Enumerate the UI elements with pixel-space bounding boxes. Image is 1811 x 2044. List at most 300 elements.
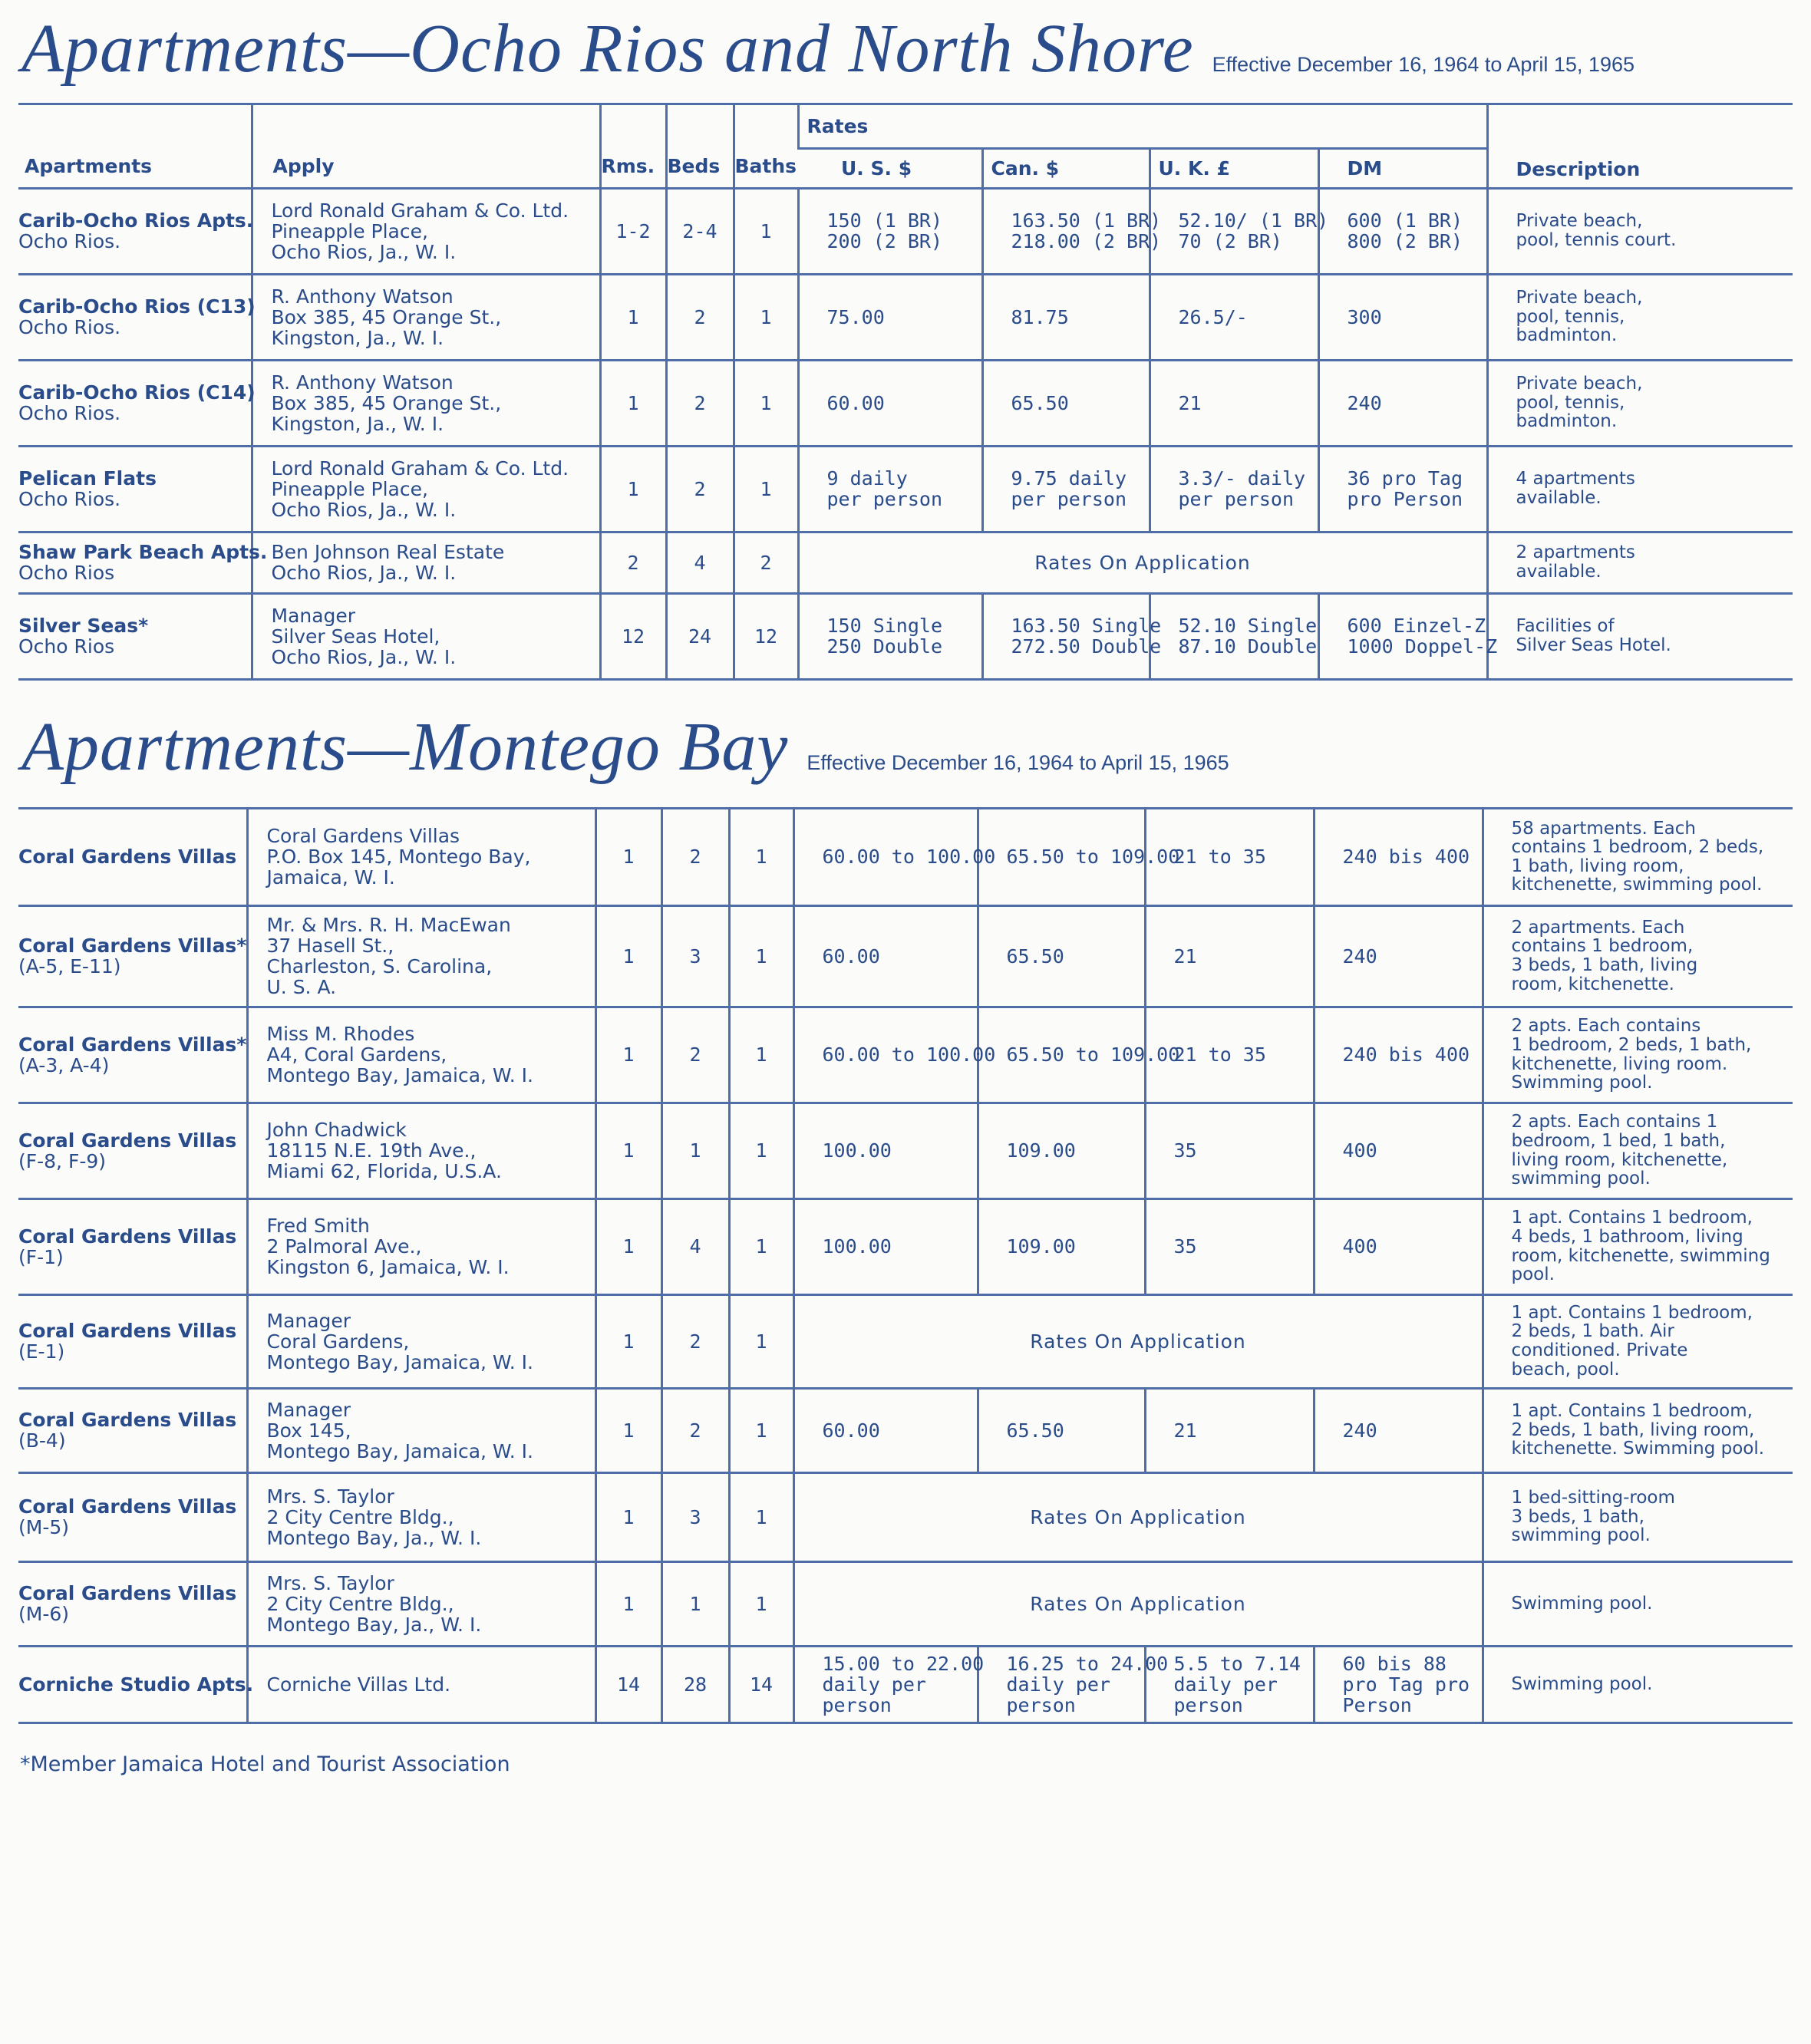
text-line: 240 bis 400 — [1342, 846, 1470, 869]
text-line: 35 — [1173, 1139, 1197, 1162]
beds-cell: 2 — [666, 360, 734, 446]
text-line: Person — [1342, 1693, 1412, 1716]
text-line: kitchenette, living room. — [1511, 1053, 1728, 1074]
baths-cell: 1 — [729, 1007, 793, 1103]
text-line: Corniche Villas Ltd. — [266, 1673, 451, 1696]
text-line: pool, tennis court. — [1516, 230, 1677, 250]
text-line: 2 Palmoral Ave., — [266, 1235, 422, 1258]
text-line: person — [1173, 1693, 1243, 1716]
section1-rows — [18, 188, 1793, 679]
dm-rate-cell — [1318, 274, 1487, 360]
description-cell — [1483, 1561, 1793, 1646]
dm-rate-cell — [1314, 1198, 1483, 1294]
table-row — [18, 905, 1793, 1007]
text-line: pro Tag pro — [1342, 1673, 1470, 1696]
text-line: Charleston, S. Carolina, — [266, 955, 493, 977]
text-line: Box 385, 45 Orange St., — [271, 391, 502, 414]
apartment-location: Ocho Rios — [18, 635, 115, 658]
apartment-cell — [18, 1561, 247, 1646]
text-line: 109.00 — [1006, 1235, 1076, 1258]
rms-cell: 1 — [595, 1294, 661, 1388]
text-line: pro Person — [1347, 488, 1463, 510]
text-line: person — [822, 1693, 892, 1716]
section2-rows — [18, 809, 1793, 1723]
apartment-location: Ocho Rios — [18, 562, 115, 584]
rms-cell: 1 — [595, 1388, 661, 1472]
footnote: *Member Jamaica Hotel and Tourist Association — [20, 1752, 510, 1776]
text-line: conditioned. Private — [1511, 1340, 1688, 1360]
beds-cell: 1 — [661, 1561, 729, 1646]
text-line: 37 Hasell St., — [266, 935, 394, 957]
text-line: U. S. A. — [266, 976, 337, 998]
description-cell — [1487, 593, 1793, 679]
text-line: beach, pool. — [1511, 1359, 1620, 1380]
rms-cell: 12 — [600, 593, 666, 679]
text-line: 400 — [1342, 1139, 1377, 1162]
text-line: 9.75 daily — [1011, 467, 1127, 490]
text-line: 300 — [1347, 305, 1382, 328]
section1-title: Apartments—Ocho Rios and North Shore — [21, 11, 1194, 87]
rms-cell: 1 — [600, 360, 666, 446]
apartment-location: Ocho Rios. — [18, 230, 121, 252]
apartment-cell — [18, 1198, 247, 1294]
apply-cell — [247, 1472, 595, 1561]
rates-on-application: Rates On Application — [793, 1294, 1483, 1388]
apply-cell — [247, 1561, 595, 1646]
can-rate-cell — [982, 360, 1150, 446]
text-line: 35 — [1173, 1235, 1197, 1258]
text-line: room, kitchenette. — [1511, 974, 1674, 994]
text-line: 1 bed-sitting-room — [1511, 1488, 1675, 1508]
dm-rate-cell — [1318, 188, 1487, 274]
text-line: 1 apt. Contains 1 bedroom, — [1511, 1302, 1753, 1323]
section2-table — [18, 809, 1793, 1724]
text-line: Mrs. S. Taylor — [266, 1571, 394, 1594]
text-line: Private beach, — [1516, 374, 1643, 394]
uk-rate-cell — [1145, 1103, 1314, 1198]
text-line: pool, tennis, — [1516, 392, 1625, 413]
table-row — [18, 1388, 1793, 1472]
uk-rate-cell — [1150, 360, 1318, 446]
dm-rate-cell — [1314, 809, 1483, 905]
baths-cell: 1 — [729, 1388, 793, 1472]
text-line: badminton. — [1516, 325, 1618, 346]
apartment-cell — [18, 905, 247, 1007]
text-line: 3 beds, 1 bath, — [1511, 1506, 1644, 1527]
apartment-cell — [18, 809, 247, 905]
text-line: Coral Gardens, — [266, 1330, 410, 1353]
text-line: 87.10 Double — [1178, 635, 1318, 658]
text-line: badminton. — [1516, 411, 1618, 432]
text-line: 36 pro Tag — [1347, 467, 1463, 490]
description-cell — [1483, 1198, 1793, 1294]
text-line: 60.00 — [822, 945, 880, 968]
apartment-cell — [18, 188, 252, 274]
rates-on-application: Rates On Application — [793, 1472, 1483, 1561]
rms-cell: 1 — [595, 1103, 661, 1198]
text-line: 600 (1 BR) — [1347, 209, 1463, 232]
header-apply: Apply — [252, 105, 600, 188]
text-line: Kingston, Ja., W. I. — [271, 326, 444, 349]
section1-header-row-1 — [18, 105, 1793, 148]
rms-cell: 1 — [595, 1198, 661, 1294]
text-line: living room, kitchenette, — [1511, 1149, 1728, 1170]
text-line: 100.00 — [822, 1139, 892, 1162]
text-line: 21 — [1178, 391, 1202, 414]
rms-cell: 1 — [595, 1561, 661, 1646]
text-line: 3 beds, 1 bath, living — [1511, 955, 1698, 975]
description-cell — [1487, 532, 1793, 593]
text-line: Mrs. S. Taylor — [266, 1485, 394, 1508]
table-row — [18, 1294, 1793, 1388]
text-line: 150 (1 BR) — [826, 209, 943, 232]
apply-cell — [252, 593, 600, 679]
text-line: Miss M. Rhodes — [266, 1023, 415, 1045]
text-line: 26.5/- — [1178, 305, 1248, 328]
header-apartments: Apartments — [18, 105, 252, 188]
apartment-location: (M-5) — [18, 1516, 70, 1538]
section2-effective-dates: Effective December 16, 1964 to April 15, 1965 — [807, 751, 1229, 774]
text-line: per person — [1178, 488, 1295, 510]
apply-cell — [247, 1388, 595, 1472]
beds-cell: 2 — [661, 809, 729, 905]
text-line: 1 apt. Contains 1 bedroom, — [1511, 1208, 1753, 1228]
table-row — [18, 1646, 1793, 1723]
apartment-cell — [18, 274, 256, 360]
text-line: Manager — [266, 1309, 351, 1332]
text-line: 4 apartments — [1516, 469, 1635, 490]
section1-effective-dates: Effective December 16, 1964 to April 15, 1965 — [1212, 53, 1635, 76]
uk-rate-cell — [1145, 1388, 1314, 1472]
description-cell — [1483, 809, 1793, 905]
apartment-name: Coral Gardens Villas — [18, 846, 237, 869]
beds-cell: 3 — [661, 1472, 729, 1561]
can-rate-cell — [978, 1388, 1145, 1472]
text-line: kitchenette, swimming pool. — [1511, 875, 1763, 895]
text-line: A4, Coral Gardens, — [266, 1043, 447, 1066]
description-cell — [1487, 274, 1793, 360]
text-line: 240 — [1342, 945, 1377, 968]
text-line: 52.10 Single — [1178, 615, 1318, 637]
text-line: Montego Bay, Jamaica, W. I. — [266, 1439, 533, 1462]
baths-cell: 1 — [729, 1294, 793, 1388]
rms-cell: 1 — [600, 446, 666, 532]
text-line: 21 — [1173, 945, 1197, 968]
text-line: 2 beds, 1 bath, living room, — [1511, 1419, 1755, 1440]
header-us-dollars: U. S. $ — [798, 148, 982, 188]
section2-heading — [21, 707, 1229, 786]
text-line: Kingston 6, Jamaica, W. I. — [266, 1256, 510, 1278]
rms-cell: 2 — [600, 532, 666, 593]
apartment-cell — [18, 1294, 247, 1388]
table-row — [18, 809, 1793, 905]
us-rate-cell — [793, 1007, 996, 1103]
text-line: 60.00 — [822, 1419, 880, 1442]
us-rate-cell — [793, 1103, 978, 1198]
us-rate-cell — [793, 905, 978, 1007]
text-line: 240 — [1347, 391, 1382, 414]
us-rate-cell — [798, 593, 982, 679]
text-line: Manager — [266, 1398, 351, 1421]
text-line: 16.25 to 24.00 — [1006, 1652, 1169, 1675]
apply-cell — [252, 274, 600, 360]
text-line: 163.50 Single — [1011, 615, 1162, 637]
text-line: 65.50 to 109.00 — [1006, 846, 1180, 869]
table-row — [18, 274, 1793, 360]
apartment-cell — [18, 446, 252, 532]
text-line: contains 1 bedroom, — [1511, 936, 1694, 957]
beds-cell: 2 — [666, 446, 734, 532]
table-row — [18, 593, 1793, 679]
text-line: 65.50 to 109.00 — [1006, 1043, 1180, 1066]
text-line: kitchenette. Swimming pool. — [1511, 1439, 1765, 1459]
can-rate-cell — [982, 593, 1162, 679]
text-line: 21 to 35 — [1173, 1043, 1266, 1066]
text-line: room, kitchenette, swimming — [1511, 1245, 1770, 1266]
description-cell — [1483, 1294, 1793, 1388]
text-line: Silver Seas Hotel, — [271, 625, 440, 648]
description-cell — [1487, 446, 1793, 532]
can-rate-cell — [978, 1646, 1169, 1723]
text-line: Ocho Rios, Ja., W. I. — [271, 498, 457, 521]
baths-cell: 1 — [734, 446, 798, 532]
beds-cell: 3 — [661, 905, 729, 1007]
text-line: 2 City Centre Bldg., — [266, 1505, 454, 1528]
uk-rate-cell — [1145, 1198, 1314, 1294]
description-cell — [1483, 1007, 1793, 1103]
text-line: 163.50 (1 BR) — [1011, 209, 1162, 232]
apartment-name: Coral Gardens Villas — [18, 1495, 237, 1518]
text-line: P.O. Box 145, Montego Bay, — [266, 846, 531, 869]
text-line: 21 — [1173, 1419, 1197, 1442]
rates-on-application: Rates On Application — [793, 1561, 1483, 1646]
baths-cell: 1 — [734, 360, 798, 446]
text-line: 2 beds, 1 bath. Air — [1511, 1321, 1674, 1342]
beds-cell: 28 — [661, 1646, 729, 1723]
apartment-name: Carib-Ocho Rios (C14) — [18, 381, 256, 404]
text-line: Fred Smith — [266, 1215, 370, 1237]
text-line: daily per — [1006, 1673, 1110, 1696]
description-cell — [1483, 905, 1793, 1007]
text-line: available. — [1516, 562, 1602, 582]
beds-cell: 24 — [666, 593, 734, 679]
text-line: 800 (2 BR) — [1347, 230, 1463, 252]
rms-cell: 1 — [595, 809, 661, 905]
text-line: 9 daily — [826, 467, 908, 490]
us-rate-cell — [793, 1388, 978, 1472]
text-line: 3.3/- daily — [1178, 467, 1306, 490]
text-line: 2 apts. Each contains 1 — [1511, 1112, 1718, 1132]
apartment-location: (A-3, A-4) — [18, 1053, 110, 1076]
header-baths: Baths — [734, 105, 798, 188]
can-rate-cell — [978, 809, 1180, 905]
text-line: per person — [1011, 488, 1127, 510]
can-rate-cell — [982, 446, 1150, 532]
can-rate-cell — [978, 1103, 1145, 1198]
uk-rate-cell — [1145, 905, 1314, 1007]
table-row — [18, 1103, 1793, 1198]
apartment-cell — [18, 360, 256, 446]
text-line: Kingston, Ja., W. I. — [271, 412, 444, 435]
text-line: 60 bis 88 — [1342, 1652, 1446, 1675]
header-rates: Rates — [798, 105, 1487, 148]
text-line: 52.10/ (1 BR) — [1178, 209, 1329, 232]
text-line: Miami 62, Florida, U.S.A. — [266, 1160, 502, 1182]
text-line: 58 apartments. Each — [1511, 818, 1696, 839]
text-line: Private beach, — [1516, 288, 1643, 308]
text-line: 21 to 35 — [1173, 846, 1266, 869]
text-line: Ocho Rios, Ja., W. I. — [271, 645, 457, 668]
text-line: contains 1 bedroom, 2 beds, — [1511, 837, 1764, 858]
can-rate-cell — [982, 188, 1162, 274]
rates-on-application: Rates On Application — [798, 532, 1487, 593]
us-rate-cell — [798, 360, 982, 446]
text-line: Montego Bay, Ja., W. I. — [266, 1613, 482, 1636]
table-row — [18, 446, 1793, 532]
us-rate-cell — [793, 1646, 985, 1723]
text-line: R. Anthony Watson — [271, 285, 454, 308]
text-line: per person — [826, 488, 943, 510]
apply-cell — [247, 905, 595, 1007]
uk-rate-cell — [1150, 446, 1318, 532]
apartment-location: (B-4) — [18, 1429, 66, 1452]
apartment-location: (F-8, F-9) — [18, 1149, 107, 1172]
text-line: 65.50 — [1006, 945, 1064, 968]
apartment-location: (A-5, E-11) — [18, 955, 121, 977]
text-line: 2 apartments. Each — [1511, 917, 1685, 938]
text-line: Lord Ronald Graham & Co. Ltd. — [271, 199, 569, 222]
apartment-name: Coral Gardens Villas* — [18, 1033, 247, 1056]
baths-cell: 2 — [734, 532, 798, 593]
text-line: 60.00 to 100.00 — [822, 1043, 996, 1066]
rms-cell: 1 — [595, 1472, 661, 1561]
beds-cell: 4 — [661, 1198, 729, 1294]
text-line: 2 apts. Each contains — [1511, 1016, 1701, 1037]
text-line: Montego Bay, Jamaica, W. I. — [266, 1350, 533, 1373]
text-line: Coral Gardens Villas — [266, 825, 460, 848]
rms-cell: 1 — [595, 1007, 661, 1103]
dm-rate-cell — [1318, 446, 1487, 532]
apartment-cell — [18, 1646, 254, 1723]
apartment-location: Ocho Rios. — [18, 402, 121, 424]
text-line: 109.00 — [1006, 1139, 1076, 1162]
text-line: 81.75 — [1011, 305, 1069, 328]
table-row — [18, 1198, 1793, 1294]
text-line: Montego Bay, Ja., W. I. — [266, 1526, 482, 1549]
header-uk-pounds: U. K. £ — [1150, 148, 1318, 188]
text-line: 218.00 (2 BR) — [1011, 230, 1162, 252]
description-cell — [1483, 1388, 1793, 1472]
apartment-location: (F-1) — [18, 1245, 64, 1268]
baths-cell: 1 — [729, 1561, 793, 1646]
text-line: 2 City Centre Bldg., — [266, 1592, 454, 1615]
apply-cell — [252, 188, 600, 274]
text-line: R. Anthony Watson — [271, 371, 454, 394]
text-line: daily per — [1173, 1673, 1278, 1696]
description-cell — [1487, 188, 1793, 274]
us-rate-cell — [798, 188, 982, 274]
apply-cell — [247, 1646, 595, 1723]
apply-cell — [247, 1007, 595, 1103]
text-line: Swimming pool. — [1511, 1073, 1653, 1093]
apartment-cell — [18, 593, 252, 679]
apartment-location: (E-1) — [18, 1340, 65, 1363]
text-line: Pineapple Place, — [271, 477, 428, 500]
apartment-location: Ocho Rios. — [18, 488, 121, 510]
text-line: Private beach, — [1516, 211, 1643, 232]
uk-rate-cell — [1150, 274, 1318, 360]
apartment-name: Coral Gardens Villas — [18, 1320, 237, 1342]
text-line: 600 Einzel-Z — [1347, 615, 1486, 637]
table-row — [18, 1561, 1793, 1646]
rms-cell: 14 — [595, 1646, 661, 1723]
text-line: swimming pool. — [1511, 1169, 1651, 1189]
text-line: 60.00 to 100.00 — [822, 846, 996, 869]
text-line: 1 apt. Contains 1 bedroom, — [1511, 1401, 1753, 1422]
dm-rate-cell — [1314, 1646, 1483, 1723]
text-line: Ocho Rios, Ja., W. I. — [271, 562, 457, 584]
text-line: 70 (2 BR) — [1178, 230, 1282, 252]
text-line: Ben Johnson Real Estate — [271, 541, 505, 563]
section1-heading — [21, 9, 1635, 88]
text-line: 200 (2 BR) — [826, 230, 943, 252]
text-line: Manager — [271, 604, 356, 627]
text-line: daily per — [822, 1673, 926, 1696]
text-line: Box 385, 45 Orange St., — [271, 305, 502, 328]
text-line: 1000 Doppel-Z — [1347, 635, 1498, 658]
text-line: Mr. & Mrs. R. H. MacEwan — [266, 914, 511, 936]
dm-rate-cell — [1314, 905, 1483, 1007]
baths-cell: 1 — [734, 188, 798, 274]
text-line: 150 Single — [826, 615, 943, 637]
apartment-cell — [18, 1103, 247, 1198]
text-line: 4 beds, 1 bathroom, living — [1511, 1226, 1743, 1247]
table-row — [18, 360, 1793, 446]
text-line: Swimming pool. — [1511, 1593, 1653, 1614]
text-line: pool, tennis, — [1516, 306, 1625, 327]
uk-rate-cell — [1150, 188, 1329, 274]
text-line: Lord Ronald Graham & Co. Ltd. — [271, 457, 569, 480]
text-line: 240 — [1342, 1419, 1377, 1442]
description-cell — [1483, 1646, 1793, 1723]
apartment-name: Coral Gardens Villas — [18, 1582, 237, 1604]
apply-cell — [247, 1103, 595, 1198]
can-rate-cell — [982, 274, 1150, 360]
beds-cell: 4 — [666, 532, 734, 593]
text-line: John Chadwick — [266, 1119, 407, 1141]
baths-cell: 1 — [729, 905, 793, 1007]
apply-cell — [252, 446, 600, 532]
beds-cell: 2 — [666, 274, 734, 360]
apartment-name: Coral Gardens Villas — [18, 1409, 237, 1431]
text-line: 75.00 — [826, 305, 885, 328]
baths-cell: 14 — [729, 1646, 793, 1723]
uk-rate-cell — [1145, 1646, 1314, 1723]
apartment-name: Coral Gardens Villas — [18, 1129, 237, 1152]
beds-cell: 2 — [661, 1007, 729, 1103]
baths-cell: 1 — [729, 1198, 793, 1294]
text-line: 65.50 — [1006, 1419, 1064, 1442]
apartment-name: Pelican Flats — [18, 467, 157, 490]
text-line: Ocho Rios, Ja., W. I. — [271, 240, 457, 263]
uk-rate-cell — [1150, 593, 1318, 679]
description-cell — [1483, 1472, 1793, 1561]
can-rate-cell — [978, 1198, 1145, 1294]
text-line: Silver Seas Hotel. — [1516, 635, 1671, 655]
apartment-cell — [18, 1472, 247, 1561]
dm-rate-cell — [1314, 1007, 1483, 1103]
rms-cell: 1 — [600, 274, 666, 360]
